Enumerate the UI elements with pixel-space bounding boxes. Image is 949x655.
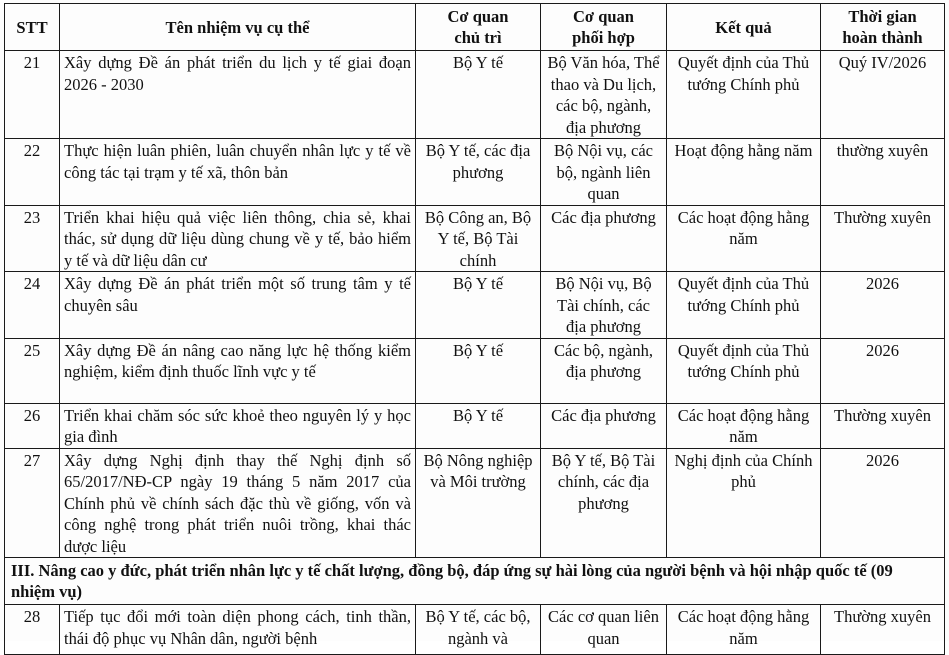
row-stt: 22	[5, 139, 60, 206]
table-row	[5, 605, 945, 655]
row-completion-time: 2026	[821, 338, 945, 403]
row-coop-agency: Bộ Văn hóa, Thể thao và Du lịch, các bộ, ngành, địa phương	[541, 51, 667, 139]
row-result: Các hoạt động hằng năm	[667, 605, 821, 655]
header-coop-line1: Cơ quan	[573, 7, 634, 26]
row-lead-agency: Bộ Y tế	[416, 272, 541, 339]
row-result: Các hoạt động hằng năm	[667, 205, 821, 272]
row-stt: 24	[5, 272, 60, 339]
row-lead-agency: Bộ Y tế	[416, 338, 541, 403]
table-row	[5, 338, 945, 403]
row-stt: 23	[5, 205, 60, 272]
row-coop-agency: Bộ Nội vụ, Bộ Tài chính, các địa phương	[541, 272, 667, 339]
row-task-name: Thực hiện luân phiên, luân chuyển nhân lực y tế về công tác tại trạm y tế xã, thôn bản	[60, 139, 416, 206]
row-coop-agency: Bộ Nội vụ, các bộ, ngành liên quan	[541, 139, 667, 206]
row-completion-time: Thường xuyên	[821, 403, 945, 448]
row-result: Quyết định của Thủ tướng Chính phủ	[667, 51, 821, 139]
row-stt: 27	[5, 448, 60, 558]
task-table	[4, 3, 945, 655]
row-lead-agency: Bộ Y tế	[416, 51, 541, 139]
row-result: Quyết định của Thủ tướng Chính phủ	[667, 272, 821, 339]
row-stt: 28	[5, 605, 60, 655]
row-result: Nghị định của Chính phủ	[667, 448, 821, 558]
row-result: Quyết định của Thủ tướng Chính phủ	[667, 338, 821, 403]
header-lead-line1: Cơ quan	[447, 7, 509, 26]
row-lead-agency: Bộ Công an, Bộ Y tế, Bộ Tài chính	[416, 205, 541, 272]
row-completion-time: Thường xuyên	[821, 605, 945, 655]
row-result: Hoạt động hằng năm	[667, 139, 821, 206]
table-row	[5, 205, 945, 272]
row-coop-agency: Bộ Y tế, Bộ Tài chính, các địa phương	[541, 448, 667, 558]
row-completion-time: 2026	[821, 272, 945, 339]
row-stt: 21	[5, 51, 60, 139]
table-row	[5, 139, 945, 206]
section-heading-row	[5, 558, 945, 605]
table-row	[5, 403, 945, 448]
row-task-name: Triển khai chăm sóc sức khoẻ theo nguyên lý y học gia đình	[60, 403, 416, 448]
header-coop-line2: phối hợp	[572, 28, 635, 47]
row-coop-agency: Các địa phương	[541, 205, 667, 272]
row-coop-agency: Các cơ quan liên quan	[541, 605, 667, 655]
row-lead-agency: Bộ Y tế, các bộ, ngành và	[416, 605, 541, 655]
row-stt: 25	[5, 338, 60, 403]
row-completion-time: 2026	[821, 448, 945, 558]
row-task-name: Xây dựng Nghị định thay thế Nghị định số 65/2017/NĐ-CP ngày 19 tháng 5 năm 2017 của Chính phủ về chính sách đặc thù về giống, vốn và công nghệ trong phát triển nuôi trồng, khai thác dược liệu	[60, 448, 416, 558]
row-coop-agency: Các địa phương	[541, 403, 667, 448]
row-result: Các hoạt động hằng năm	[667, 403, 821, 448]
row-completion-time: Quý IV/2026	[821, 51, 945, 139]
row-task-name: Tiếp tục đổi mới toàn diện phong cách, tinh thần, thái độ phục vụ Nhân dân, người bệnh	[60, 605, 416, 655]
row-task-name: Triển khai hiệu quả việc liên thông, chia sẻ, khai thác, sử dụng dữ liệu dùng chung về y tế, bảo hiểm y tế và dữ liệu dân cư	[60, 205, 416, 272]
header-result: Kết quả	[667, 4, 821, 51]
row-task-name: Xây dựng Đề án nâng cao năng lực hệ thống kiểm nghiệm, kiểm định thuốc lĩnh vực y tế	[60, 338, 416, 403]
header-completion-time	[821, 4, 945, 51]
header-lead-line2: chủ trì	[454, 28, 502, 47]
row-completion-time: thường xuyên	[821, 139, 945, 206]
table-row	[5, 272, 945, 339]
row-completion-time: Thường xuyên	[821, 205, 945, 272]
header-time-line1: Thời gian	[848, 7, 917, 26]
section-heading: III. Nâng cao y đức, phát triển nhân lực y tế chất lượng, đồng bộ, đáp ứng sự hài lòng của người bệnh và hội nhập quốc tế (09 nhiệm vụ)	[5, 558, 945, 605]
row-lead-agency: Bộ Y tế, các địa phương	[416, 139, 541, 206]
header-task-name: Tên nhiệm vụ cụ thể	[60, 4, 416, 51]
table-row	[5, 51, 945, 139]
row-lead-agency: Bộ Nông nghiệp và Môi trường	[416, 448, 541, 558]
row-stt: 26	[5, 403, 60, 448]
header-coop-agency	[541, 4, 667, 51]
table-row	[5, 448, 945, 558]
row-task-name: Xây dựng Đề án phát triển du lịch y tế giai đoạn 2026 - 2030	[60, 51, 416, 139]
row-task-name: Xây dựng Đề án phát triển một số trung tâm y tế chuyên sâu	[60, 272, 416, 339]
header-stt: STT	[5, 4, 60, 51]
header-time-line2: hoàn thành	[842, 28, 923, 47]
header-lead-agency	[416, 4, 541, 51]
header-row	[5, 4, 945, 51]
row-lead-agency: Bộ Y tế	[416, 403, 541, 448]
row-coop-agency: Các bộ, ngành, địa phương	[541, 338, 667, 403]
